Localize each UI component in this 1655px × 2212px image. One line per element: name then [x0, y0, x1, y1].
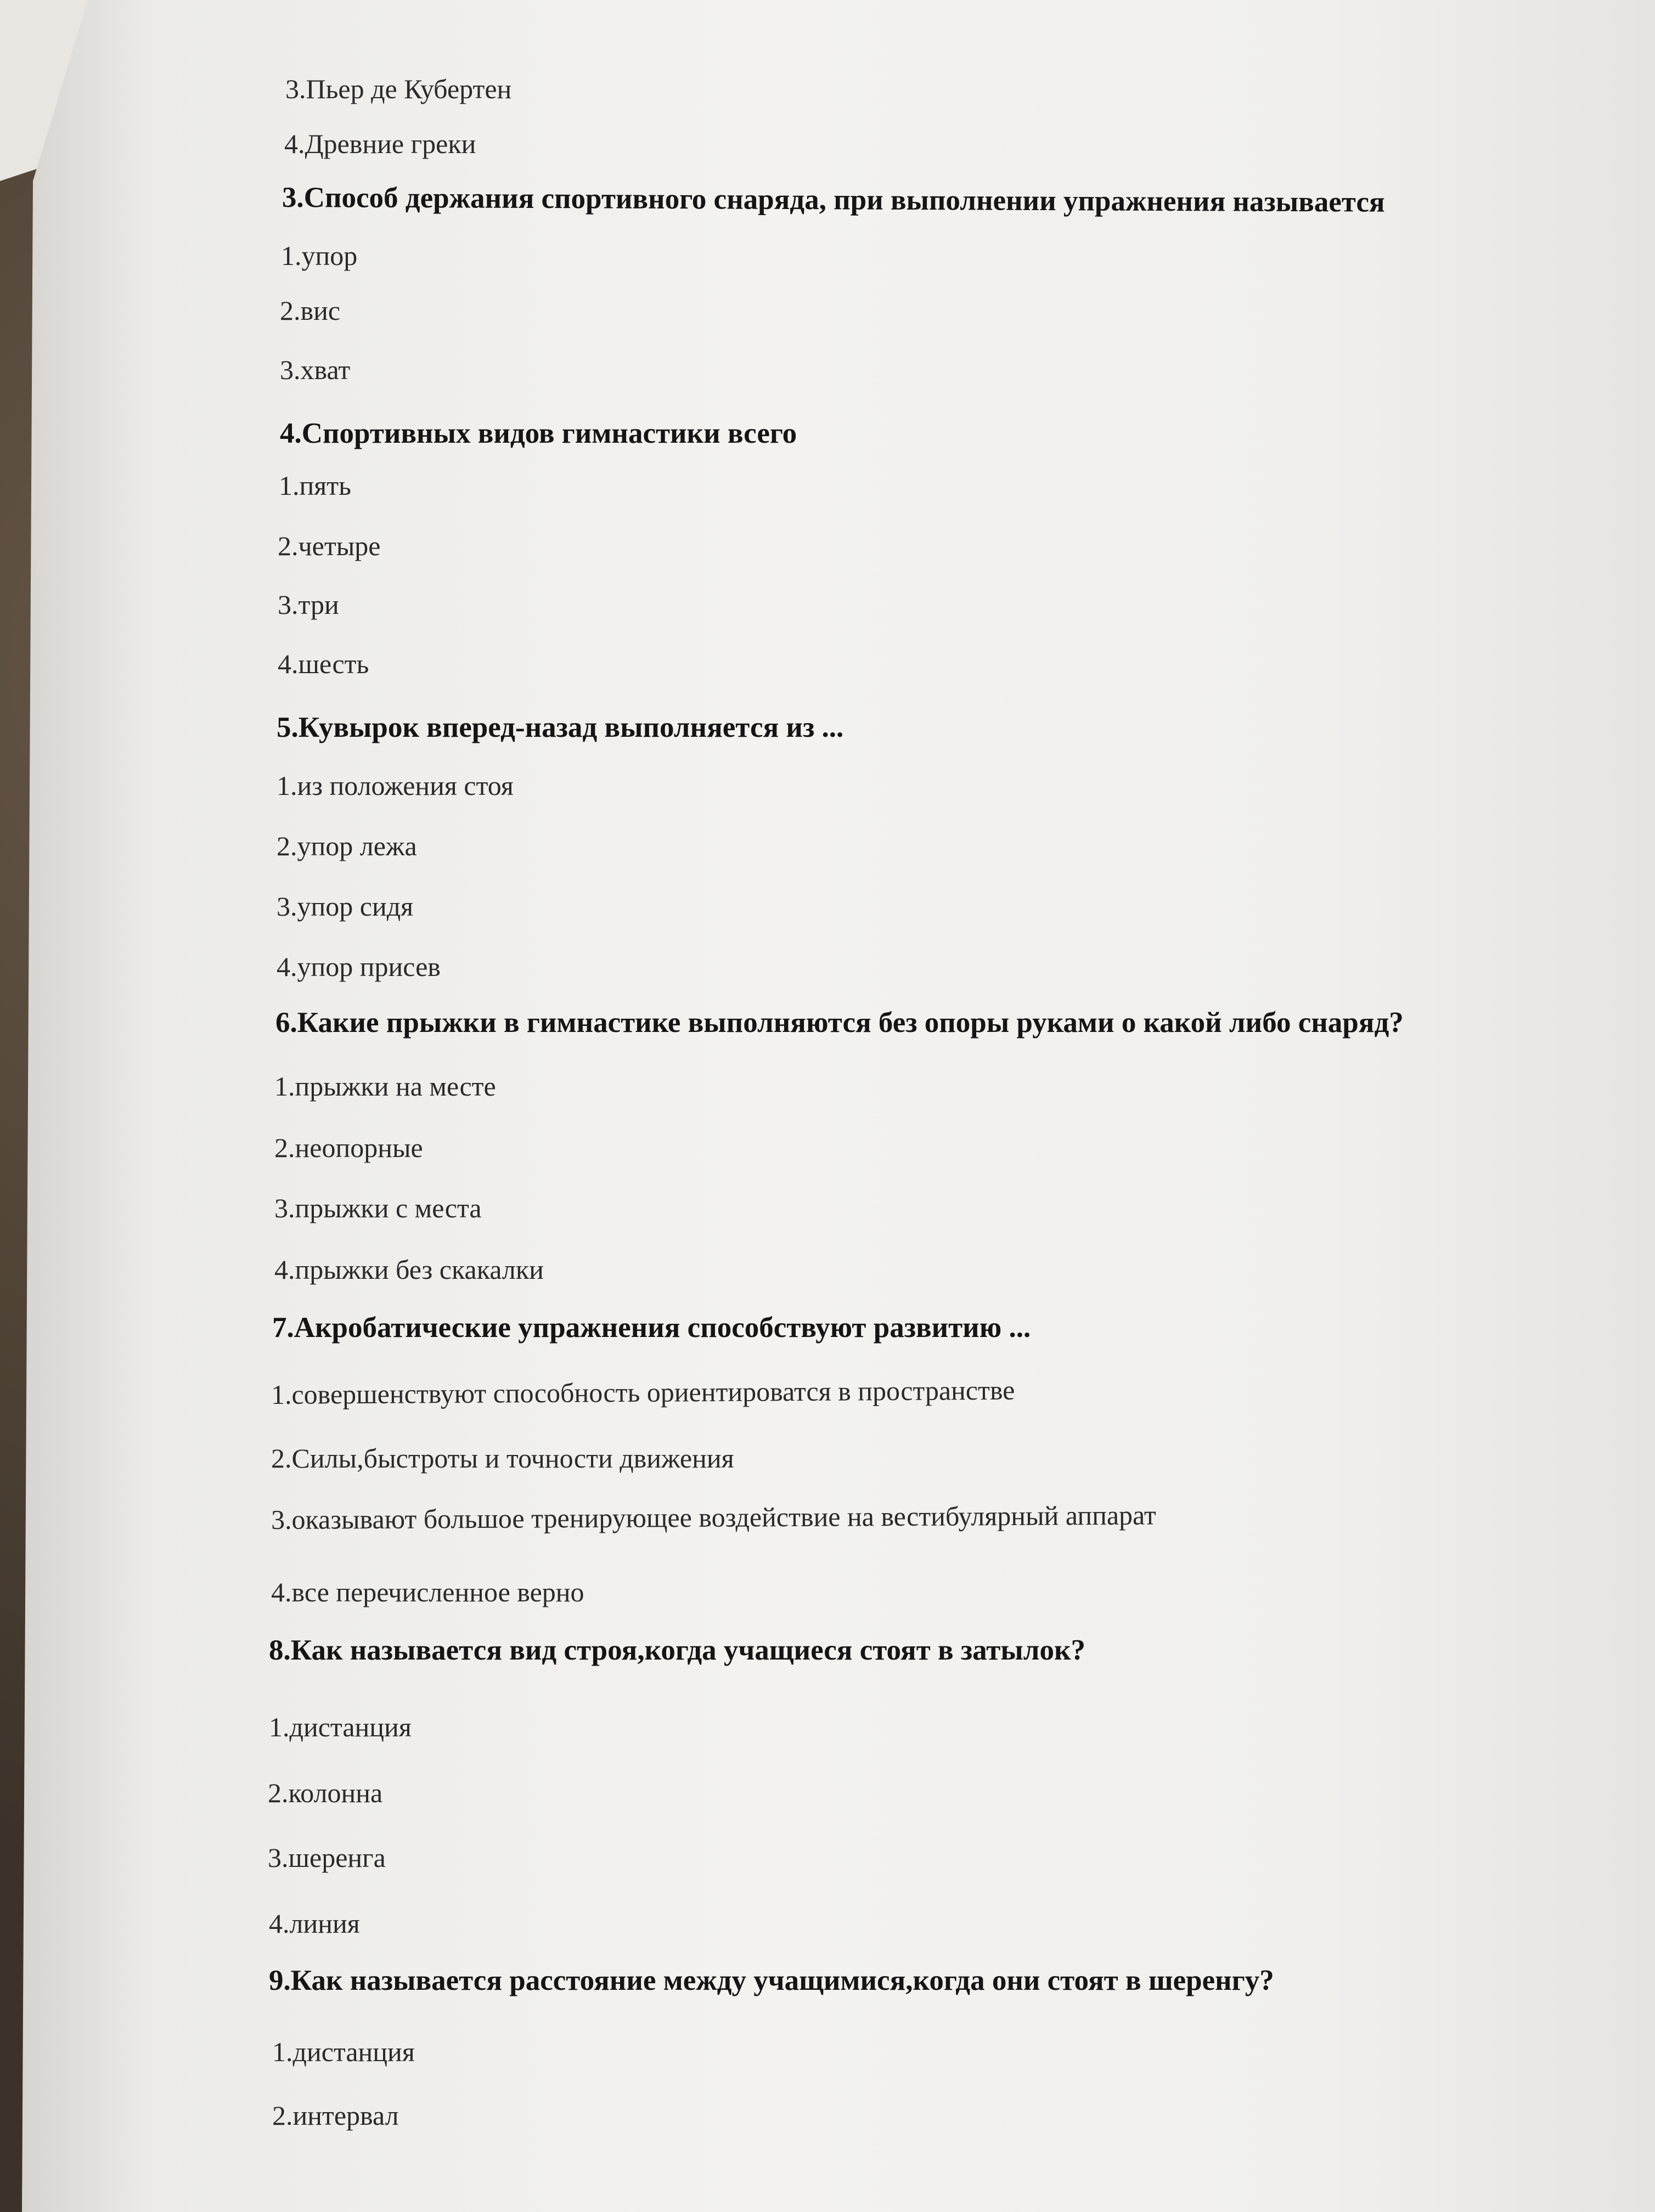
question-heading: 4.Спортивных видов гимнастики всего — [280, 417, 797, 449]
document-line: 3.оказывают большое тренирующее воздействие на вестибулярный аппарат — [271, 1499, 1156, 1535]
document-line: 3.шеренга — [268, 1842, 386, 1873]
question-heading: 5.Кувырок вперед-назад выполняется из ... — [277, 712, 844, 743]
document-line: 2.интервал — [272, 2100, 399, 2131]
document-line: 1.из положения стоя — [277, 770, 514, 801]
document-line: 1.прыжки на месте — [274, 1071, 496, 1102]
document-line: 1.пять — [279, 470, 351, 501]
document-line: 4.линия — [269, 1908, 360, 1939]
document-line: 1.упор — [281, 240, 358, 271]
document-line: 1.совершенствуют способность ориентироватся в пространстве — [271, 1374, 1015, 1410]
document-line: 4.шесть — [278, 648, 369, 679]
document-line: 4.все перечисленное верно — [271, 1577, 584, 1607]
document-line: 2.неопорные — [274, 1132, 423, 1163]
question-heading: 7.Акробатические упражнения способствуют развитию ... — [272, 1312, 1031, 1344]
document-line: 4.упор присев — [277, 951, 441, 982]
question-heading: 9.Как называется расстояние между учащимися,когда они стоят в шеренгу? — [269, 1965, 1274, 1996]
question-heading: 3.Способ держания спортивного снаряда, при выполнении упражнения называется — [282, 182, 1385, 218]
document-line: 3.упор сидя — [277, 891, 414, 922]
document-line: 3.прыжки с места — [274, 1193, 482, 1223]
question-heading: 8.Как называется вид строя,когда учащиеся стоят в затылок? — [269, 1634, 1085, 1666]
document-line: 2.упор лежа — [277, 831, 417, 861]
document-line: 2.Силы,быстроты и точности движения — [271, 1443, 734, 1474]
question-heading: 6.Какие прыжки в гимнастике выполняются без опоры руками о какой либо снаряд? — [275, 1007, 1404, 1039]
document-line: 1.дистанция — [269, 1712, 412, 1742]
document-line: 3.Пьер де Кубертен — [285, 74, 512, 104]
document-line: 2.колонна — [268, 1778, 383, 1808]
document-line: 4.Древние греки — [284, 128, 476, 159]
document-line: 2.четыре — [278, 531, 381, 561]
document-line: 3.хват — [280, 354, 351, 385]
document-line: 2.вис — [280, 295, 341, 326]
document-line: 4.прыжки без скакалки — [274, 1254, 544, 1285]
document-line: 3.три — [278, 589, 339, 620]
document-line: 1.дистанция — [272, 2036, 415, 2067]
